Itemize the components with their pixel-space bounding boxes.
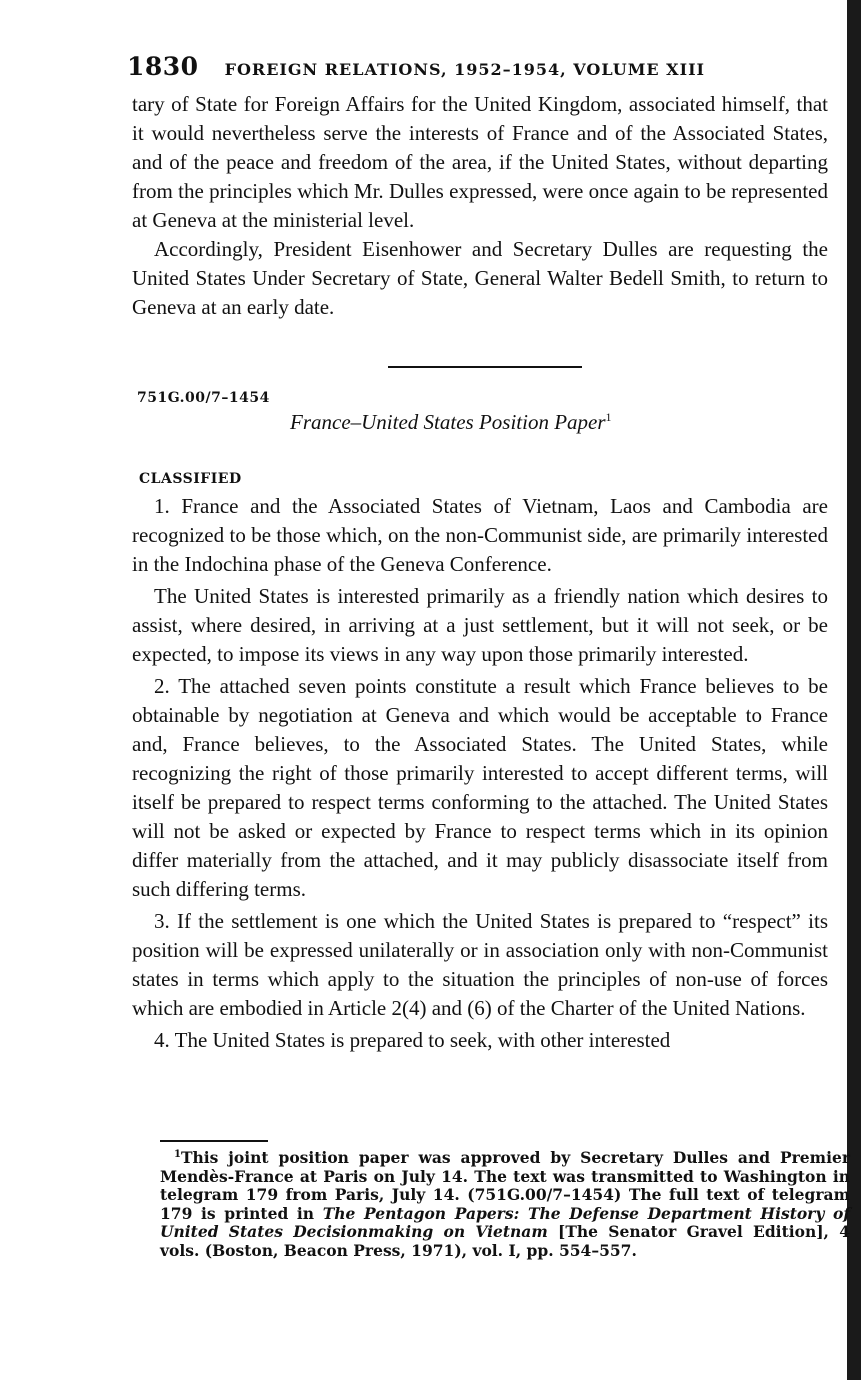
footnote-reference: 1 [605, 410, 612, 424]
paragraph-us-interest: The United States is interested primarily as a friendly nation which desires to assist, where desired, in arriving at a just settlement, but it will not seek, or be expected, to impose its views in any way upon those primarily interested. [132, 584, 828, 666]
position-paper-body [132, 492, 828, 1055]
document-file-number: 751G.00/7–1454 [137, 390, 270, 406]
footnote-text-1: This joint position paper was approved by Secretary Dulles and Premier Mendès-France at Paris on July 14. The text was transmitted to Washington in telegram 179 from Paris, July 14. (751G.00/7–1454) The full text of telegram 179 is printed in [160, 1148, 850, 1223]
classification-label: CLASSIFIED [139, 471, 242, 487]
document-title [290, 410, 612, 435]
page-header [127, 52, 827, 81]
running-head: FOREIGN RELATIONS, 1952–1954, VOLUME XIII [224, 60, 706, 79]
footnote-divider [160, 1140, 268, 1142]
document-title-text: France–United States Position Paper [290, 410, 606, 434]
paragraph-point-2: 2. The attached seven points constitute a result which France believes to be obtainable by negotiation at Geneva and which would be acceptable to France and, France believes, to the Associated States. The United States, while recognizing the right of those primarily interested to accept different terms, will itself be prepared to respect terms conforming to the attached. The United States will not be asked or expected by France to respect terms which in its opinion differ materially from the attached, and it may publicly disassociate itself from such differing terms. [132, 674, 828, 901]
footnote-book-title: The Pentagon Papers: The Defense Department History of United States Decisionmaking on Vietnam [160, 1203, 851, 1242]
paragraph-point-3: 3. If the settlement is one which the United States is prepared to “respect” its position will be expressed unilaterally or in association only with non-Communist states in terms which apply to the situation the principles of non-use of forces which are embodied in Article 2(4) and (6) of the Charter of the United Nations. [132, 909, 828, 1020]
paragraph-point-1: 1. France and the Associated States of Vietnam, Laos and Cambodia are recognized to be those which, on the non-Communist side, are primarily interested in the Indochina phase of the Geneva Conference. [132, 494, 828, 576]
paragraph-accordingly: Accordingly, President Eisenhower and Secretary Dulles are requesting the United States Under Secretary of State, General Walter Bedell Smith, to return to Geneva at an early date. [132, 237, 828, 319]
page-number: 1830 [127, 52, 199, 81]
footnote-text-2: [The Senator Gravel Edition], 4 vols. (Boston, Beacon Press, 1971), vol. I, pp. 554–557. [160, 1222, 850, 1260]
continued-text-block [132, 90, 828, 322]
section-divider [388, 366, 582, 368]
paragraph-point-4: 4. The United States is prepared to seek, with other interested [154, 1028, 671, 1052]
footnote-mark: 1 [174, 1149, 181, 1160]
footnote [160, 1146, 850, 1260]
paragraph-continued: tary of State for Foreign Affairs for the United Kingdom, associated himself, that it would nevertheless serve the interests of France and of the Associated States, and of the peace and freedom of the area, if the United States, without departing from the principles which Mr. Dulles expressed, were once again to be represented at Geneva at the ministerial level. [132, 92, 828, 232]
